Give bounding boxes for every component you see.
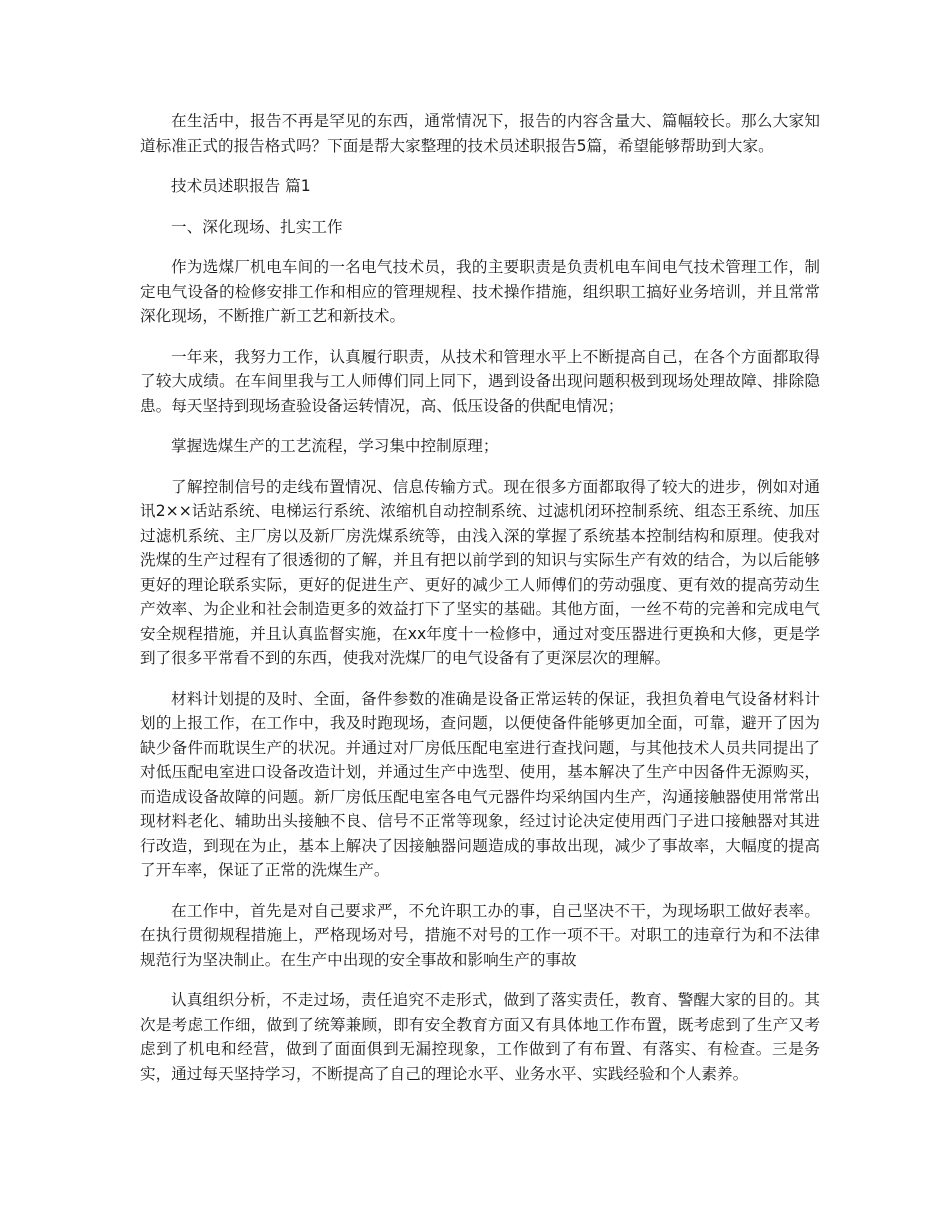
document-page: [140, 109, 820, 1102]
body-paragraph: 掌握选煤生产的工艺流程，学习集中控制原理；: [171, 437, 499, 455]
body-paragraph: 了解控制信号的走线布置情况、信息传输方式。现在很多方面都取得了较大的进步，例如对通讯2××话站系统、电梯运行系统、浓缩机自动控制系统、过滤机闭环控制系统、组态王系统、加压过滤机系统、主厂房以及新厂房洗煤系统等，由浅入深的掌握了系统基本控制结构和原理。使我对洗煤的生产过程有了很透彻的了解，并且有把以前学到的知识与实际生产有效的结合，为以后能够更好的理论联系实际，更好的促进生产、更好的减少工人师傅们的劳动强度、更有效的提高劳动生产效率、为企业和社会制造更多的效益打下了坚实的基础。其他方面，一丝不苟的完善和完成电气安全规程措施，并且认真监督实施，在xx年度十一检修中，通过对变压器进行更换和大修，更是学到了很多平常看不到的东西，使我对洗煤厂的电气设备有了更深层次的理解。: [140, 477, 820, 667]
body-paragraph: 作为选煤厂机电车间的一名电气技术员，我的主要职责是负责机电车间电气技术管理工作，制定电气设备的检修安排工作和相应的管理规程、技术操作措施，组织职工搞好业务培训，并且常常深化现场，不断推广新工艺和新技术。: [140, 258, 820, 325]
intro-paragraph: 在生活中，报告不再是罕见的东西，通常情况下，报告的内容含量大、篇幅较长。那么大家知道标准正式的报告格式吗？下面是帮大家整理的技术员述职报告5篇，希望能够帮助到大家。: [140, 112, 820, 155]
subsection-heading: 一、深化现场、扎实工作: [171, 217, 343, 236]
body-paragraph: 在工作中，首先是对自己要求严，不允许职工办的事，自己坚决不干，为现场职工做好表率。在执行贯彻规程措施上，严格现场对号，措施不对号的工作一项不干。对职工的违章行为和不法律规范行为坚决制止。在生产中出现的安全事故和影响生产的事故: [140, 901, 820, 969]
body-paragraph: 认真组织分析，不走过场，责任追究不走形式，做到了落实责任，教育、警醒大家的目的。其次是考虑工作细，做到了统筹兼顾，即有安全教育方面又有具体地工作布置，既考虑到了生产又考虑到了机电和经营，做到了面面俱到无漏控现象，工作做到了有布置、有落实、有检查。三是务实，通过每天坚持学习，不断提高了自己的理论水平、业务水平、实践经验和个人素养。: [140, 991, 820, 1083]
body-paragraph: 一年来，我努力工作，认真履行职责，从技术和管理水平上不断提高自己，在各个方面都取得了较大成绩。在车间里我与工人师傅们同上同下，遇到设备出现问题积极到现场处理故障、排除隐患。每天坚持到现场查验设备运转情况，高、低压设备的供配电情况；: [140, 347, 820, 415]
body-paragraph: 材料计划提的及时、全面，备件参数的准确是设备正常运转的保证，我担负着电气设备材料计划的上报工作，在工作中，我及时跑现场，查问题，以便使备件能够更加全面，可靠，避开了因为缺少备件而耽误生产的状况。并通过对厂房低压配电室进行查找问题，与其他技术人员共同提出了对低压配电室进口设备改造计划，并通过生产中选型、使用，基本解决了生产中因备件无源购买，而造成设备故障的问题。新厂房低压配电室各电气元器件均采纳国内生产，沟通接触器使用常常出现材料老化、辅助出头接触不良、信号不正常等现象，经过讨论决定使用西门子进口接触器对其进行改造，到现在为止，基本上解决了因接触器问题造成的事故出现，减少了事故率，大幅度的提高了开车率，保证了正常的洗煤生产。: [140, 689, 820, 879]
section-title: 技术员述职报告 篇1: [171, 177, 311, 195]
